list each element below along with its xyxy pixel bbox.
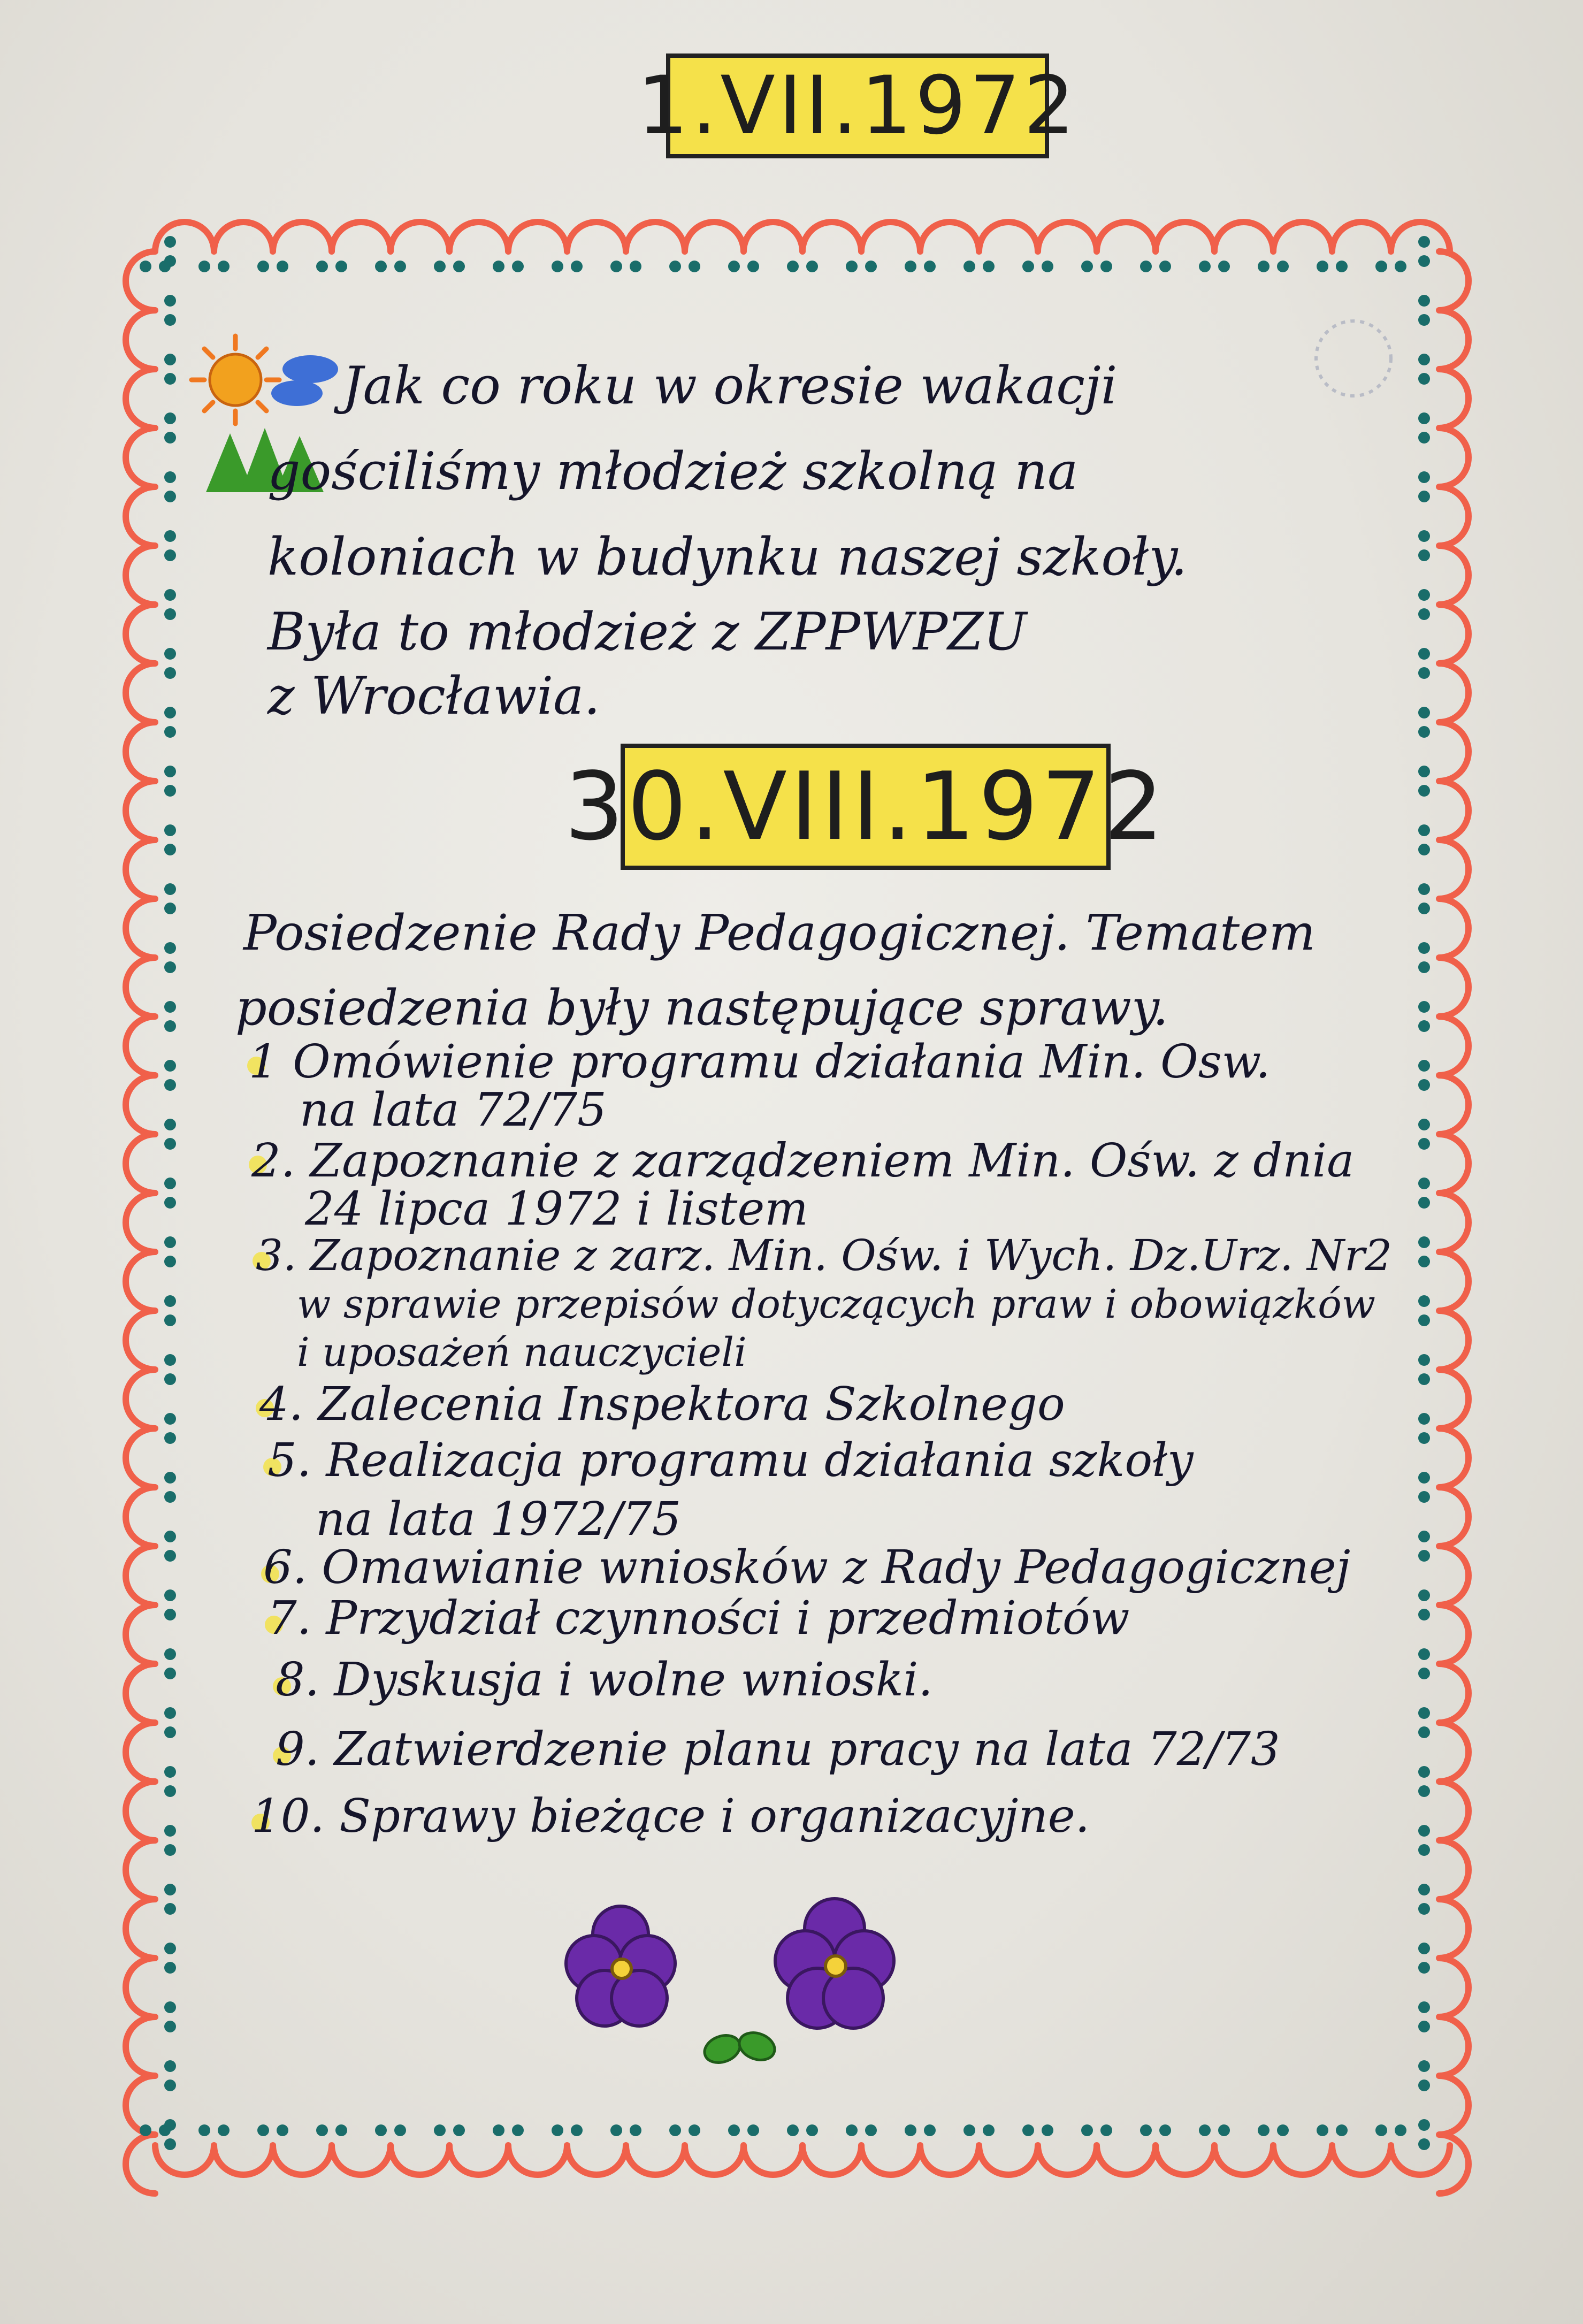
agenda-text: Sprawy bieżące i organizacyjne. — [339, 1790, 1090, 1843]
agenda-number: 6. — [263, 1541, 308, 1594]
agenda-text: Realizacja programu działania szkoły — [326, 1434, 1194, 1487]
violets-drawing — [562, 1894, 926, 2070]
agenda-item-6 — [263, 1541, 1350, 1594]
agenda-number: 1 — [249, 1035, 278, 1089]
agenda-text: Omówienie programu działania Min. Osw. — [293, 1035, 1271, 1089]
flower-icon — [775, 1899, 894, 2028]
agenda-item-1-cont: na lata 72/75 — [300, 1083, 607, 1137]
intro-line-3: koloniach w budynku naszej szkoły. — [267, 527, 1188, 587]
leaf-icon — [701, 2028, 778, 2067]
agenda-text: Zapoznanie z zarz. Min. Ośw. i Wych. Dz.Urz. Nr2 — [310, 1230, 1393, 1280]
agenda-item-10 — [251, 1790, 1090, 1843]
agenda-text: Zapoznanie z zarządzeniem Min. Ośw. z dnia — [310, 1134, 1355, 1188]
agenda-number: 7. — [267, 1592, 312, 1645]
agenda-item-5 — [267, 1434, 1194, 1487]
agenda-text: Zalecenia Inspektora Szkolnego — [318, 1378, 1065, 1431]
agenda-item-3-cont-2: i uposażeń nauczycieli — [297, 1329, 747, 1375]
agenda-item-7 — [267, 1592, 1129, 1645]
meeting-line-2: posiedzenia były następujące sprawy. — [235, 979, 1169, 1036]
agenda-item-3 — [256, 1230, 1392, 1280]
agenda-item-9 — [276, 1723, 1280, 1776]
flower-icon — [566, 1906, 675, 2026]
sun-icon — [192, 336, 279, 424]
date-heading-second: 30.VIII.1972 — [621, 744, 1111, 870]
agenda-item-1 — [249, 1035, 1270, 1089]
agenda-item-4 — [259, 1378, 1065, 1431]
agenda-number: 8. — [276, 1653, 320, 1707]
agenda-text: Dyskusja i wolne wnioski. — [334, 1653, 933, 1707]
intro-line-2: gościliśmy młodzież szkolną na — [267, 441, 1079, 501]
agenda-text: Przydział czynności i przedmiotów — [326, 1592, 1130, 1645]
agenda-item-5-cont: na lata 1972/75 — [316, 1493, 682, 1546]
agenda-number: 2. — [251, 1134, 296, 1188]
agenda-number: 4. — [259, 1378, 304, 1431]
agenda-item-2 — [251, 1134, 1354, 1188]
agenda-item-8 — [276, 1653, 933, 1707]
intro-line-1: Jak co roku w okresie wakacji — [342, 356, 1118, 416]
stamp-mark — [1305, 310, 1402, 407]
intro-line-5: z Wrocławia. — [267, 666, 600, 726]
agenda-item-3-cont-1: w sprawie przepisów dotyczących praw i obowiązków — [297, 1281, 1376, 1327]
agenda-item-2-cont: 24 lipca 1972 i listem — [305, 1182, 808, 1236]
agenda-number: 9. — [276, 1723, 320, 1776]
agenda-number: 5. — [267, 1434, 312, 1487]
agenda-number: 10. — [251, 1790, 325, 1843]
meeting-line-1: Posiedzenie Rady Pedagogicznej. Tematem — [243, 904, 1316, 961]
date-heading-first: 1.VII.1972 — [666, 53, 1049, 158]
intro-line-4: Była to młodzież z ZPPWPZU — [267, 602, 1027, 662]
agenda-text: Omawianie wniosków z Rady Pedagogicznej — [322, 1541, 1351, 1594]
agenda-number: 3. — [256, 1230, 297, 1280]
agenda-text: Zatwierdzenie planu pracy na lata 72/73 — [334, 1723, 1280, 1776]
